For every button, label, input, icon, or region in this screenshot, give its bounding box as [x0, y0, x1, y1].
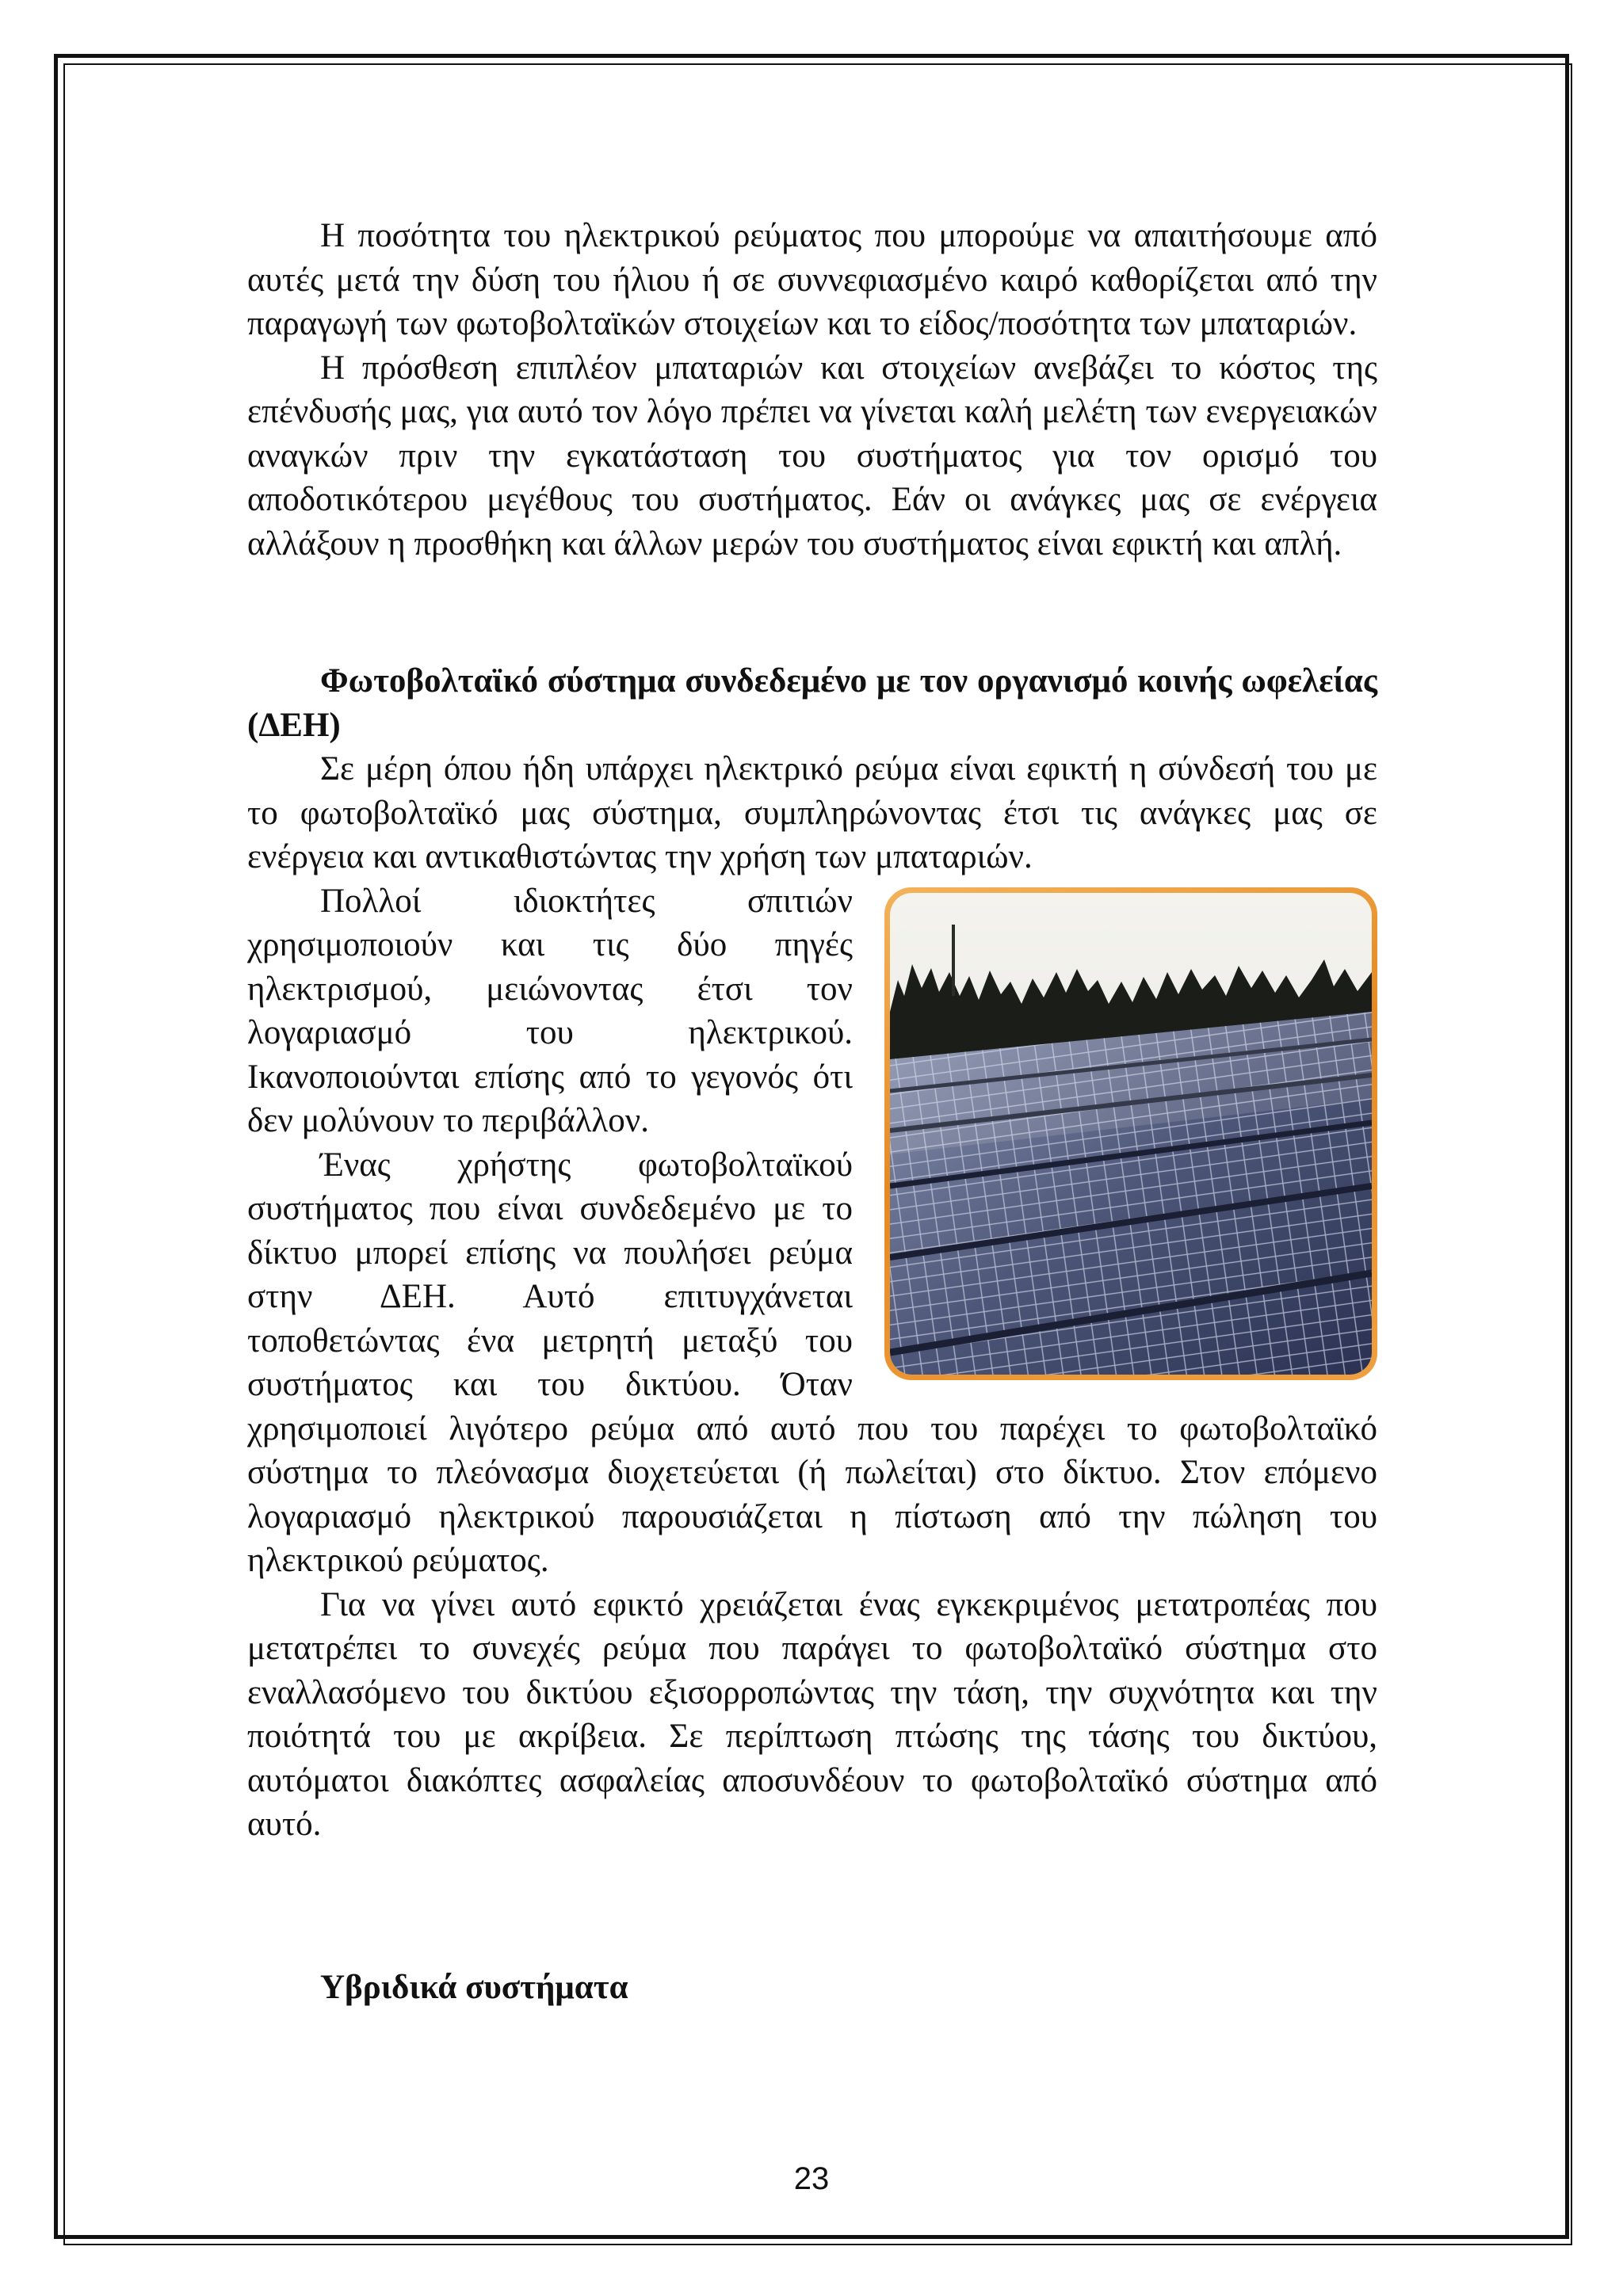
solar-panels-image: [890, 893, 1372, 1375]
page-number: 23: [793, 2161, 830, 2196]
paragraph-4: Πολλοί ιδιοκτήτες σπιτιών χρησιμοποιούν και τις δύο πηγές ηλεκτρισμού, μειώνοντας έτσι τον λογαριασμό του ηλεκτρικού. Ικανοποιούνται επίσης από το γεγονός ότι δεν μολύνουν το περιβάλλον.: [247, 882, 853, 1139]
paragraph-2: Η πρόσθεση επιπλέον μπαταριών και στοιχείων ανεβάζει το κόστος της επένδυσής μας, για αυτό τον λόγο πρέπει να γίνεται καλή μελέτη των ενεργειακών αναγκών πριν την εγκατάσταση του συστήματος για τον ορισμό του αποδοτικότερου μεγέθους του συστήματος. Εάν οι ανάγκες μας σε ενέργεια αλλάξουν η προσθήκη και άλλων μερών του συστήματος είναι εφικτή και απλή.: [247, 349, 1377, 563]
solar-panels-photo: [884, 887, 1377, 1380]
page-content: [247, 214, 1377, 2009]
section-heading-hybrid: Υβριδικά συστήματα: [320, 1968, 628, 2006]
section-heading-grid-connected: Φωτοβολταϊκό σύστημα συνδεδεμένο με τον οργανισμό κοινής ωφελείας (ΔΕΗ): [247, 662, 1377, 744]
spacer: [247, 566, 1377, 659]
paragraph-3: Σε μέρη όπου ήδη υπάρχει ηλεκτρικό ρεύμα είναι εφικτή η σύνδεσή του με το φωτοβολταϊκό μας σύστημα, συμπληρώνοντας έτσι τις ανάγκες μας σε ενέργεια και αντικαθιστώντας την χρήση των μπαταριών.: [247, 750, 1377, 875]
paragraph-1: Η ποσότητα του ηλεκτρικού ρεύματος που μπορούμε να απαιτήσουμε από αυτές μετά την δύση του ήλιου ή σε συννεφιασμένο καιρό καθορίζεται από την παραγωγή των φωτοβολταϊκών στοιχείων και το είδος/ποσότητα των μπαταριών.: [247, 217, 1377, 342]
spacer: [247, 1847, 1377, 1966]
paragraph-6: Για να γίνει αυτό εφικτό χρειάζεται ένας εγκεκριμένος μετατροπέας που μετατρέπει το συνεχές ρεύμα που παράγει το φωτοβολταϊκό σύστημα στο εναλλασόμενο του δικτύου εξισορροπώντας την τάση, την συχνότητα και την ποιότητά του με ακρίβεια. Σε περίπτωση πτώσης της τάσης του δικτύου, αυτόματοι διακόπτες ασφαλείας αποσυνδέουν το φωτοβολταϊκό σύστημα από αυτό.: [247, 1585, 1377, 1843]
paragraph-5: Ένας χρήστης φωτοβολταϊκού συστήματος που είναι συνδεδεμένο με το δίκτυο μπορεί επίσης να πουλήσει ρεύμα στην ΔΕΗ. Αυτό επιτυγχάνεται τοποθετώντας ένα μετρητή μεταξύ του συστήματος και του δικτύου. Όταν χρησιμοποιεί λιγότερο ρεύμα από αυτό που του παρέχει το φωτοβολταϊκό σύστημα το πλεόνασμα διοχετεύεται (ή πωλείται) στο δίκτυο. Στον επόμενο λογαριασμό ηλεκτρικού παρουσιάζεται η πίστωση από την πώληση του ηλεκτρικού ρεύματος.: [247, 1146, 1377, 1579]
